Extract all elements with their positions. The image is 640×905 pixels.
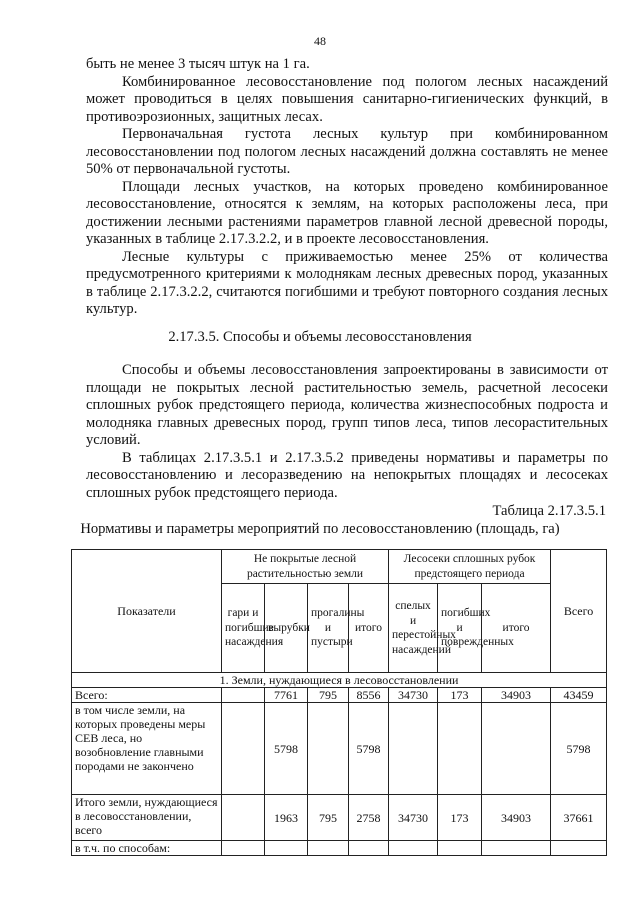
header-subtotal-2: итого	[482, 584, 551, 673]
row-label: в т.ч. по способам:	[72, 841, 222, 856]
paragraph: Первоначальная густота лесных культур при комбинированном лесовосстановлении под пологом лесных насаждений должна составлять не менее 50% от первоначальной густоты.	[86, 126, 608, 177]
cell-glades: 795	[308, 795, 349, 841]
cell-damaged	[438, 703, 482, 795]
header-burns: гари и погибшие насаждения	[222, 584, 265, 673]
cell-burns	[222, 841, 265, 856]
header-indicators: Показатели	[72, 550, 222, 673]
cell-subtotal-1: 8556	[349, 688, 389, 703]
table-section-row	[72, 673, 607, 688]
header-cuttings: вырубки	[265, 584, 308, 673]
cell-subtotal-1: 5798	[349, 703, 389, 795]
cell-cuttings: 7761	[265, 688, 308, 703]
table-row	[72, 841, 607, 856]
header-total: Всего	[551, 550, 607, 673]
cell-cuttings: 1963	[265, 795, 308, 841]
cell-subtotal-1: 2758	[349, 795, 389, 841]
cell-subtotal-2	[482, 703, 551, 795]
cell-burns	[222, 795, 265, 841]
cell-mature: 34730	[389, 795, 438, 841]
row-label: Итого земли, нуждающиеся в лесовосстановлении, всего	[72, 795, 222, 841]
cell-damaged: 173	[438, 688, 482, 703]
row-label: в том числе земли, на которых проведены меры СЕВ леса, но возобновление главными породами не закончено	[72, 703, 222, 795]
page-number: 48	[314, 34, 326, 48]
reforestation-table	[71, 549, 607, 856]
cell-subtotal-2: 34903	[482, 688, 551, 703]
cell-damaged: 173	[438, 795, 482, 841]
cell-burns	[222, 703, 265, 795]
header-mature-stands: спелых и перестойных насаждений	[389, 584, 438, 673]
paragraph: быть не менее 3 тысяч штук на 1 га.	[86, 56, 310, 72]
body-text-section	[86, 362, 608, 502]
cell-glades	[308, 703, 349, 795]
cell-glades: 795	[308, 688, 349, 703]
cell-total	[551, 841, 607, 856]
header-glades: прогалины и пустыри	[308, 584, 349, 673]
table-row	[72, 688, 607, 703]
cell-subtotal-2	[482, 841, 551, 856]
paragraph: Площади лесных участков, на которых проведено комбинированное лесовосстановление, относятся к землям, на которых расположены леса, при достижении лесными растениями параметров главной лесной древесной породы, указанных в таблице 2.17.3.2.2, и в проекте лесовосстановления.	[86, 178, 608, 247]
header-uncovered-lands: Не покрытые лесной растительностью земли	[222, 550, 389, 584]
cell-glades	[308, 841, 349, 856]
header-subtotal-1: итого	[349, 584, 389, 673]
cell-burns	[222, 688, 265, 703]
table-row	[72, 703, 607, 795]
body-text-top	[86, 56, 608, 319]
cell-cuttings: 5798	[265, 703, 308, 795]
table-header-row	[72, 550, 607, 584]
cell-damaged	[438, 841, 482, 856]
header-clearcut-sites: Лесосеки сплошных рубок предстоящего периода	[389, 550, 551, 584]
header-damaged-stands: погибших и поврежденных	[438, 584, 482, 673]
cell-mature: 34730	[389, 688, 438, 703]
paragraph: Комбинированное лесовосстановление под пологом лесных насаждений может проводиться в целях повышения санитарно-гигиенических функций, в противоэрозионных, защитных лесах.	[86, 73, 608, 125]
cell-cuttings	[265, 841, 308, 856]
cell-total: 43459	[551, 688, 607, 703]
cell-mature	[389, 703, 438, 795]
table-title: Нормативы и параметры мероприятий по лесовосстановлению (площадь, га)	[80, 521, 560, 537]
cell-total: 37661	[551, 795, 607, 841]
section-label: 1. Земли, нуждающиеся в лесовосстановлении	[72, 673, 607, 688]
table-row	[72, 795, 607, 841]
paragraph: Способы и объемы лесовосстановления запроектированы в зависимости от площади не покрытых лесной растительностью земель, расчетной лесосеки сплошных рубок предстоящего периода, количества жизнеспособных подроста и молодняка главных древесных пород, групп типов леса, типов лесорастительных условий.	[86, 362, 608, 448]
section-title: 2.17.3.5. Способы и объемы лесовосстановления	[168, 329, 472, 345]
cell-subtotal-1	[349, 841, 389, 856]
cell-subtotal-2: 34903	[482, 795, 551, 841]
cell-mature	[389, 841, 438, 856]
cell-total: 5798	[551, 703, 607, 795]
paragraph: Лесные культуры с приживаемостью менее 25% от количества предусмотренного критериями к молоднякам лесных древесных пород, указанных в таблице 2.17.3.2.2, считаются погибшими и требуют повторного создания лесных культур.	[86, 248, 608, 317]
paragraph: В таблицах 2.17.3.5.1 и 2.17.3.5.2 приведены нормативы и параметры по лесовосстановлению и лесоразведению на непокрытых площадях и лесосеках сплошных рубок предстоящего периода.	[86, 449, 608, 501]
row-label: Всего:	[72, 688, 222, 703]
table-number: Таблица 2.17.3.5.1	[492, 503, 606, 519]
